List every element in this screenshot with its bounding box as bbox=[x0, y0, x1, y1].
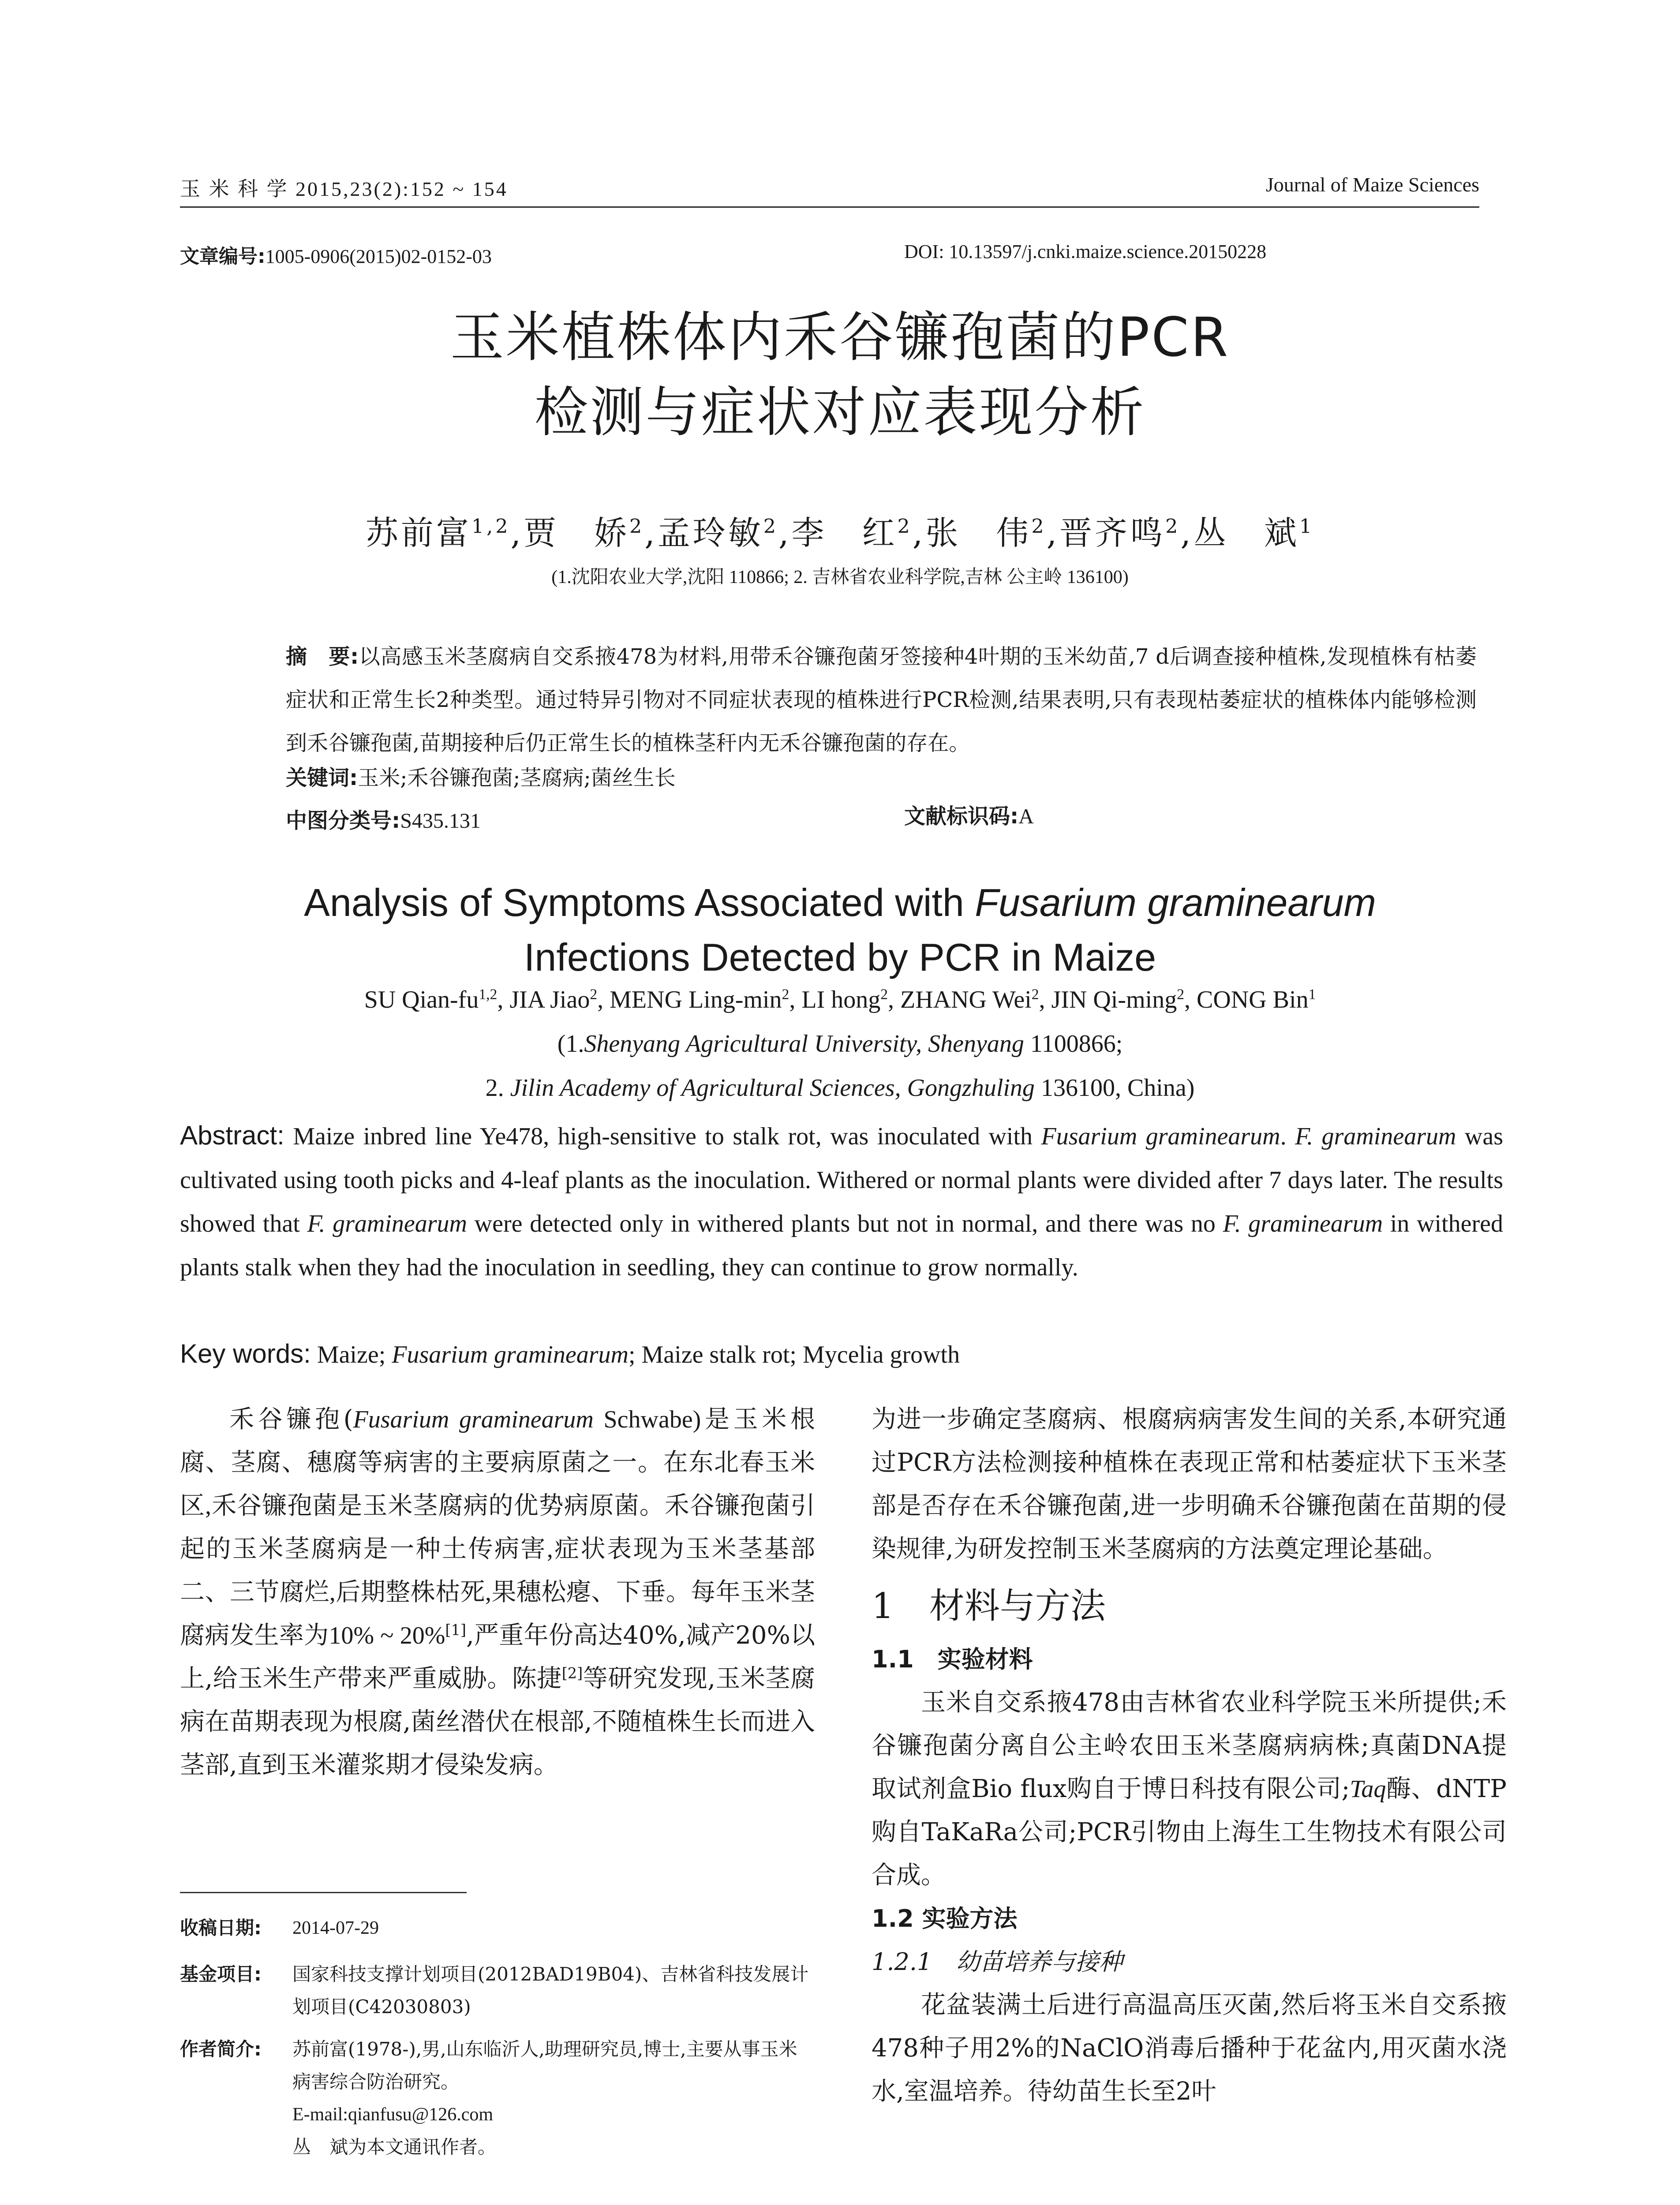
author-sep: , bbox=[1184, 986, 1197, 1013]
article-number-value: 1005-0906(2015)02-0152-03 bbox=[265, 246, 492, 267]
body-species: Fusarium graminearum bbox=[353, 1406, 594, 1433]
abstract-en-text: were detected only in withered plants but not in normal, and there was no bbox=[467, 1210, 1223, 1237]
citation-ref: [1] bbox=[445, 1621, 466, 1639]
affil-postcode-2: 136100, China) bbox=[1034, 1074, 1195, 1102]
journal-header-right: Journal of Maize Sciences bbox=[1265, 173, 1479, 196]
body-text: Schwabe)是玉米根腐、茎腐、穗腐等病害的主要病原菌之一。在东北春玉米区,禾谷镰孢菌是玉米茎腐病的优势病原菌。禾谷镰孢菌引起的玉米茎腐病是一种土传病害,症状表现为玉米茎基部二、三节腐烂,后期整株枯死,果穗松瘪、下垂。每年玉米茎腐病发生率为10% ~ 20% bbox=[180, 1406, 815, 1649]
title-en-line1 bbox=[0, 875, 1680, 930]
abstract-en-species: F. graminearum bbox=[1295, 1123, 1456, 1150]
body-paragraph bbox=[872, 1681, 1507, 1897]
abstract-en-text: was cultivated using tooth picks and 4-leaf plants as the inoculation. Withered or normal plants were divided after 7 days later. The results showed that bbox=[180, 1123, 1503, 1237]
author-zh-sup: 1,2 bbox=[471, 515, 511, 538]
abstract-en bbox=[180, 1114, 1503, 1289]
footnote-fund bbox=[180, 1958, 815, 2023]
footnote-received bbox=[180, 1912, 815, 1944]
keywords-en-text: ; Maize stalk rot; Mycelia growth bbox=[628, 1341, 960, 1368]
title-zh-line2: 检测与症状对应表现分析 bbox=[534, 381, 1146, 444]
footnote-rule bbox=[180, 1892, 467, 1893]
title-en-part1: Analysis of Symptoms Associated with bbox=[304, 881, 975, 924]
authors-zh bbox=[0, 507, 1680, 554]
header-rule bbox=[180, 206, 1479, 208]
author-zh: 张 伟 bbox=[925, 514, 1032, 552]
footnote-fund-label: 基金项目: bbox=[180, 1963, 262, 1985]
author-en: JIN Qi-ming bbox=[1051, 986, 1177, 1013]
body-enzyme: Taq bbox=[1350, 1775, 1386, 1803]
author-en: MENG Ling-min bbox=[610, 986, 782, 1013]
author-zh-sup: 2 bbox=[897, 515, 913, 538]
affiliation-en-line2 bbox=[0, 1074, 1680, 1102]
section-heading: 1 材料与方法 bbox=[872, 1585, 1106, 1626]
document-code-zh-text: A bbox=[1018, 805, 1034, 828]
body-column-left bbox=[180, 1398, 815, 1787]
author-zh-sup: 2 bbox=[629, 515, 645, 538]
author-sep: , bbox=[912, 514, 926, 552]
author-en-sup: 1,2 bbox=[479, 986, 498, 1003]
author-sep: , bbox=[597, 986, 610, 1013]
title-zh-line1: 玉米植株体内禾谷镰孢菌的PCR bbox=[450, 306, 1230, 369]
author-zh-sup: 1 bbox=[1299, 515, 1315, 538]
author-sep: , bbox=[510, 514, 524, 552]
authors-en bbox=[0, 986, 1680, 1014]
footnote-received-label: 收稿日期: bbox=[180, 1917, 262, 1939]
author-en-sup: 2 bbox=[1177, 986, 1184, 1003]
keywords-zh-text: 玉米;禾谷镰孢菌;茎腐病;菌丝生长 bbox=[358, 766, 676, 790]
body-paragraph bbox=[180, 1398, 815, 1787]
footnote-received-date: 2014-07-29 bbox=[292, 1918, 379, 1938]
author-sep: , bbox=[789, 986, 802, 1013]
affil-number-2: 2. bbox=[485, 1074, 510, 1102]
journal-header-left: 玉 米 科 学 2015,23(2):152 ~ 154 bbox=[180, 178, 508, 200]
author-zh: 李 红 bbox=[791, 514, 898, 552]
body-text: ,严重年份高达40%,减产20%以上,给玉米生产带来严重威胁。陈捷 bbox=[180, 1621, 816, 1693]
author-sep: , bbox=[778, 514, 792, 552]
author-zh: 丛 斌 bbox=[1193, 514, 1299, 552]
author-en: SU Qian-fu bbox=[364, 986, 479, 1013]
keywords-zh bbox=[286, 756, 1477, 800]
subsection-heading: 1.1 实验材料 bbox=[872, 1645, 1033, 1673]
author-zh: 苏前富 bbox=[365, 514, 471, 552]
author-en-sup: 1 bbox=[1308, 986, 1316, 1003]
subsection-heading: 1.2 实验方法 bbox=[872, 1905, 1018, 1932]
footnote-fund-text: 国家科技支撑计划项目(2012BAD19B04)、吉林省科技发展计划项目(C42030803) bbox=[292, 1963, 809, 2018]
abstract-zh-text: 以高感玉米茎腐病自交系掖478为材料,用带禾谷镰孢菌牙签接种4叶期的玉米幼苗,7 d后调查接种植株,发现植株有枯萎症状和正常生长2种类型。通过特异引物对不同症状表现的植株进行PCR检测,结果表明,只有表现枯萎症状的植株体内能够检测到禾谷镰孢菌,苗期接种后仍正常生长的植株茎秆内无禾谷镰孢菌的存在。 bbox=[286, 644, 1477, 755]
author-zh: 晋齐鸣 bbox=[1059, 514, 1166, 552]
author-zh: 贾 娇 bbox=[523, 514, 629, 552]
keywords-en-label: Key words: bbox=[180, 1339, 311, 1368]
body-text: 禾谷镰孢( bbox=[229, 1405, 353, 1434]
affil-postcode-1: 1100866; bbox=[1024, 1030, 1123, 1058]
author-zh: 孟玲敏 bbox=[657, 514, 763, 552]
body-text: 玉米自交系掖478由吉林省农业科学院玉米所提供;禾谷镰孢菌分离自公主岭农田玉米茎腐病病株;真菌DNA提取试剂盒Bio flux购自于博日科技有限公司; bbox=[872, 1688, 1507, 1803]
title-en-species: Fusarium graminearum bbox=[975, 881, 1376, 924]
affil-open: (1. bbox=[557, 1030, 584, 1058]
abstract-en-species: F. graminearum bbox=[307, 1210, 467, 1237]
title-zh bbox=[0, 300, 1680, 450]
keywords-en bbox=[180, 1332, 1503, 1377]
article-number-label: 文章编号: bbox=[180, 245, 266, 268]
author-en: ZHANG Wei bbox=[900, 986, 1032, 1013]
title-en-line2: Infections Detected by PCR in Maize bbox=[524, 935, 1156, 979]
author-en-sup: 2 bbox=[782, 986, 789, 1003]
body-paragraph: 为进一步确定茎腐病、根腐病病害发生间的关系,本研究通过PCR方法检测接种植株在表现正常和枯萎症状下玉米茎部是否存在禾谷镰孢菌,进一步明确禾谷镰孢菌在苗期的侵染规律,为研发控制玉米茎腐病的方法奠定理论基础。 bbox=[872, 1405, 1507, 1563]
document-code-zh-label: 文献标识码: bbox=[904, 804, 1019, 829]
citation-ref: [2] bbox=[561, 1664, 583, 1682]
footnote-author-label: 作者简介: bbox=[180, 2038, 262, 2060]
affiliation-zh: (1.沈阳农业大学,沈阳 110866; 2. 吉林省农业科学院,吉林 公主岭 136100) bbox=[551, 567, 1129, 587]
classification-zh bbox=[286, 799, 815, 843]
body-column-right bbox=[872, 1398, 1507, 2113]
abstract-zh-label: 摘 要: bbox=[286, 644, 359, 669]
author-sep: , bbox=[888, 986, 900, 1013]
title-en bbox=[0, 875, 1680, 985]
abstract-en-species: F. graminearum bbox=[1223, 1210, 1383, 1237]
body-text: 酶、dNTP购自TaKaRa公司;PCR引物由上海生工生物技术有限公司合成。 bbox=[872, 1775, 1507, 1890]
author-en-sup: 2 bbox=[880, 986, 888, 1003]
keywords-en-text: Maize; bbox=[311, 1341, 392, 1368]
article-number bbox=[180, 240, 492, 269]
abstract-en-label: Abstract: bbox=[180, 1121, 284, 1150]
author-en: CONG Bin bbox=[1197, 986, 1309, 1013]
author-sep: , bbox=[644, 514, 658, 552]
abstract-en-text: Maize inbred line Ye478, high-sensitive to stalk rot, was inoculated with bbox=[284, 1123, 1041, 1150]
footnote-author-bio: 苏前富(1978-),男,山东临沂人,助理研究员,博士,主要从事玉米病害综合防治研究。 bbox=[292, 2038, 797, 2093]
author-zh-sup: 2 bbox=[1165, 515, 1181, 538]
author-en-sup: 2 bbox=[590, 986, 598, 1003]
affil-institution-1: Shenyang Agricultural University, Shenyang bbox=[584, 1030, 1024, 1058]
article-doi: DOI: 10.13597/j.cnki.maize.science.20150228 bbox=[904, 241, 1267, 262]
subsubsection-heading: 1.2.1 幼苗培养与接种 bbox=[872, 1948, 1123, 1976]
abstract-en-species: Fusarium graminearum bbox=[1041, 1123, 1280, 1150]
author-en-sup: 2 bbox=[1031, 986, 1039, 1003]
author-sep: , bbox=[497, 986, 510, 1013]
affiliation-en-line1 bbox=[0, 1030, 1680, 1058]
author-sep: , bbox=[1039, 986, 1051, 1013]
body-paragraph: 花盆装满土后进行高温高压灭菌,然后将玉米自交系掖478种子用2%的NaClO消毒后播种于花盆内,用灭菌水浇水,室温培养。待幼苗生长至2叶 bbox=[872, 1991, 1507, 2106]
document-code-zh bbox=[904, 799, 1034, 830]
author-en: LI hong bbox=[801, 986, 881, 1013]
affil-institution-2: Jilin Academy of Agricultural Sciences, Gongzhuling bbox=[510, 1074, 1035, 1102]
author-en: JIA Jiao bbox=[509, 986, 590, 1013]
keywords-zh-label: 关键词: bbox=[286, 766, 358, 790]
author-sep: , bbox=[1046, 514, 1060, 552]
footnote-corresponding: 丛 斌为本文通讯作者。 bbox=[292, 2136, 497, 2158]
author-zh-sup: 2 bbox=[763, 515, 779, 538]
abstract-zh bbox=[286, 635, 1477, 765]
body-text: 等研究发现,玉米茎腐病在苗期表现为根腐,菌丝潜伏在根部,不随植株生长而进入茎部,直到玉米灌浆期才侵染发病。 bbox=[180, 1664, 815, 1779]
abstract-en-text: . bbox=[1280, 1123, 1295, 1150]
footnote-author bbox=[180, 2033, 815, 2164]
author-zh-sup: 2 bbox=[1031, 515, 1047, 538]
classification-zh-label: 中图分类号: bbox=[286, 808, 400, 833]
author-sep: , bbox=[1180, 514, 1194, 552]
keywords-en-species: Fusarium graminearum bbox=[392, 1341, 629, 1368]
footnote-author-email: E-mail:qianfusu@126.com bbox=[292, 2104, 494, 2125]
classification-zh-text: S435.131 bbox=[400, 809, 481, 833]
abstract-en-text: in withered plants stalk when they had the inoculation in seedling, they can continue to grow normally. bbox=[180, 1210, 1504, 1281]
